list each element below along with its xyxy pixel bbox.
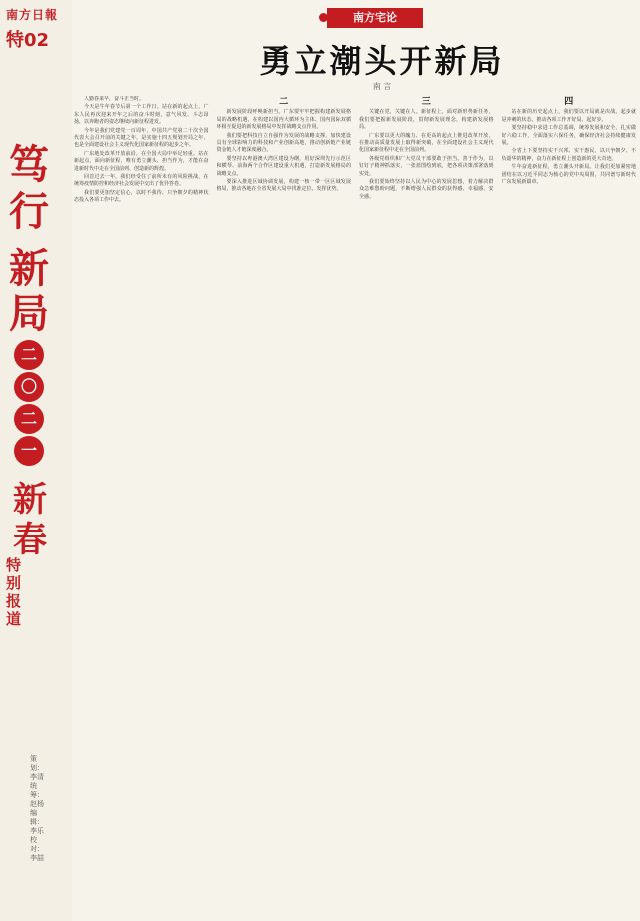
paragraph: 要深入推进区域协调发展，构建一核一带一区区域发展格局，推动各地在全省发展大局中找准定位、发挥优势。 <box>216 179 351 193</box>
paragraph: 要坚持稳中求进工作总基调，统筹发展和安全，扎实做好六稳工作，全面落实六保任务，确保经济社会持续健康发展。 <box>501 125 636 147</box>
paragraph: 我们要更加坚定信心，以时不我待、只争朝夕的精神状态投入各项工作中去。 <box>74 189 209 204</box>
paragraph: 今天是牛年春节后第一个工作日。站在新的起点上，广东人民再次迎来开年之后的奋斗时刻，意气风发、斗志昂扬，以奔跑者的姿态继续向新征程进发。 <box>74 104 209 126</box>
section-number: 四 <box>564 97 574 107</box>
paragraph: 站在新的历史起点上，我们要以开局就是决战、起步就是冲刺的状态，推动各项工作开好局、起好步。 <box>501 109 636 123</box>
year-digit-4: 一 <box>14 436 44 466</box>
paragraph: 广东地处改革开放前沿，在全国大局中举足轻重。站在新起点，面向新征程，唯有勇立潮头、担当作为，才能在奋进新时代中走在全国前列、创造新的辉煌。 <box>74 150 209 172</box>
paragraph: 牛年奋进新征程，勇立潮头开新局。让我们更加紧密地团结在以习近平同志为核心的党中央周围，共同谱写新时代广东发展新篇章。 <box>501 164 636 186</box>
sidebar-title-char-3: 新 <box>9 245 49 292</box>
article-column-1 <box>74 96 209 914</box>
paragraph: 新发展阶段呼唤新担当。广东要牢牢把握构建新发展格局的战略机遇，在构建以国内大循环为主体、国内国际双循环相互促进的新发展格局中发挥战略支点作用。 <box>216 109 351 131</box>
paragraph: 关键在党，关键在人。新征程上，面对新形势新任务，我们要把握新发展阶段，贯彻新发展理念，构建新发展格局。 <box>359 109 494 131</box>
paragraph: 人勤春来早，奋斗正当时。 <box>84 96 145 102</box>
editorial-credits: 策划：李清 统筹：赵杨 编辑：李乐 校对：李喆 <box>30 755 44 862</box>
paragraph: 今年是我们党建党一百周年，中国共产党第二十次全国代表大会召开前的关键之年，是实施十四五规划开局之年，也是全面建设社会主义现代化国家新征程的起步之年。 <box>74 127 209 149</box>
sidebar-title-char-1: 笃 <box>9 141 49 188</box>
newspaper-logo: 南方日報 <box>6 8 59 22</box>
section-number: 二 <box>279 97 289 107</box>
year-digit-3: 二 <box>14 404 44 434</box>
article-main <box>72 0 640 921</box>
paragraph: 回首过去一年，我们经受住了前所未有的风险挑战，在统筹疫情防控和经济社会发展中交出了优异答卷。 <box>74 174 209 188</box>
special-report-label: 特别报道 <box>6 556 22 628</box>
paragraph: 全省上下要坚持实干兴邦、实干惠民，以只争朝夕、不负韶华的精神，奋力在新征程上创造新的更大奇迹。 <box>501 148 636 162</box>
article-body <box>74 96 636 914</box>
page-section-tag: 特02 <box>6 30 50 51</box>
sidebar-xin-char: 新 <box>13 480 47 520</box>
paragraph: 广东要以更大的魄力、在更高的起点上推进改革开放，在推动高质量发展上取得新突破，在全面建设社会主义现代化国家新征程中走在全国前列。 <box>359 132 494 154</box>
article-headline: 勇立潮头开新局 <box>259 42 505 80</box>
column-badge: 南方宅论 <box>327 8 423 28</box>
paragraph: 我们要把科技自立自强作为发展的战略支撑，加快建设具有全球影响力的科技和产业创新高地，推动创新链产业链资金链人才链深度融合。 <box>216 132 351 154</box>
paragraph: 我们要始终坚持以人民为中心的发展思想，着力解决群众急难愁盼问题，不断增强人民群众的获得感、幸福感、安全感。 <box>359 179 494 200</box>
year-digit-1: 二 <box>14 340 44 370</box>
paragraph: 要坚持以粤港澳大湾区建设为纲，用好深圳先行示范区和横琴、前海两个合作区建设重大机遇，打造新发展格局的战略支点。 <box>216 155 351 177</box>
article-column-4 <box>502 96 637 914</box>
sidebar-chun-char: 春 <box>13 520 47 560</box>
year-digit-2: 〇 <box>14 372 44 402</box>
article-column-3 <box>359 96 494 914</box>
section-number: 三 <box>421 97 431 107</box>
special-report-sidebar <box>0 0 72 921</box>
sidebar-title-char-4: 局 <box>9 290 49 337</box>
sidebar-title-char-2: 行 <box>9 188 49 235</box>
paragraph: 各级党组织和广大党员干部要敢于担当、善于作为，以钉钉子精神抓落实，一张蓝图绘到底，把各项决策部署落到实处。 <box>359 155 494 177</box>
article-column-2 <box>217 96 352 914</box>
article-byline: 南 言 <box>372 82 392 91</box>
